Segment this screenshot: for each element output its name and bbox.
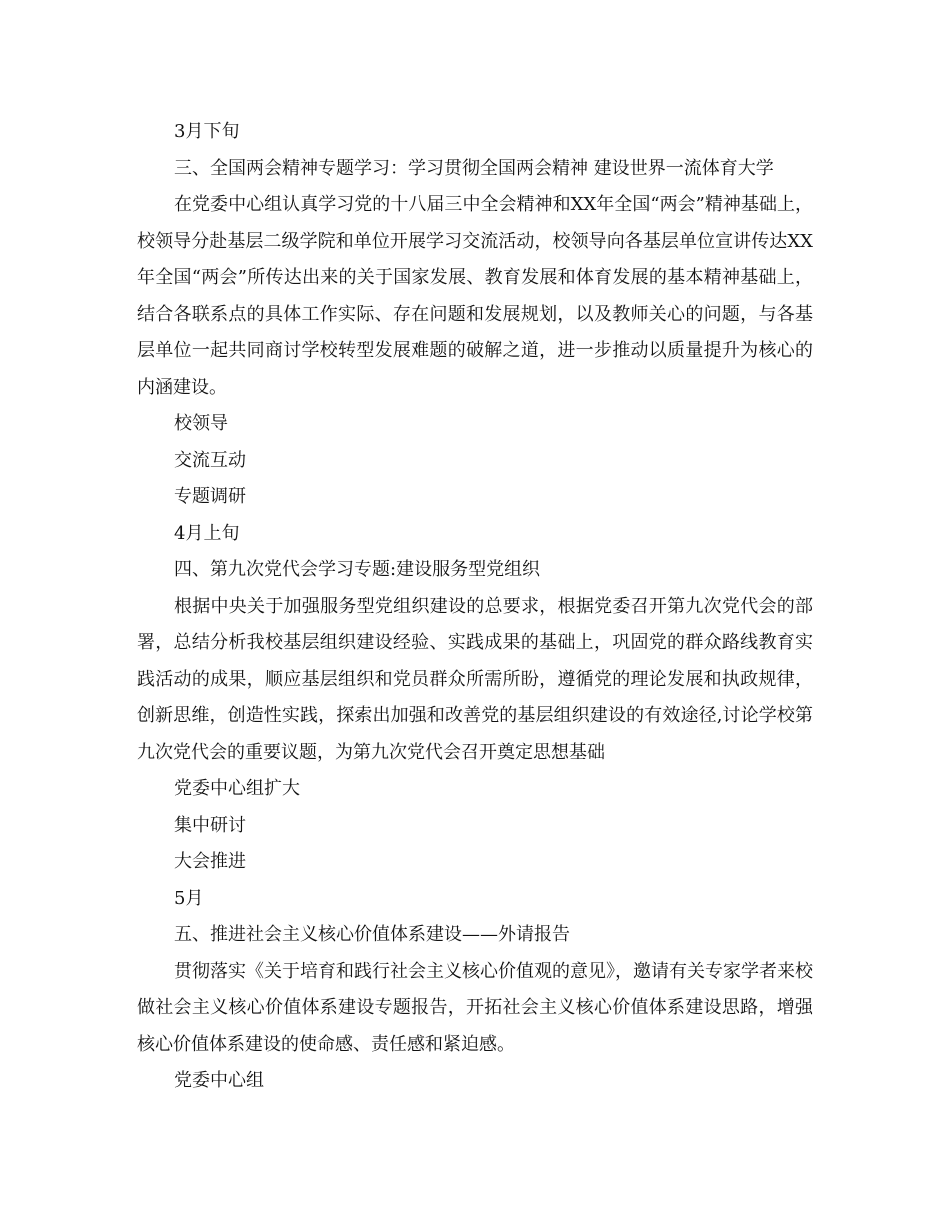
paragraph-section-four-body: 根据中央关于加强服务型党组织建设的总要求，根据党委召开第九次党代会的部署，总结分析我校基层组织建设经验、实践成果的基础上，巩固党的群众路线教育实践活动的成果，顺应基层组织和党员群众所需所盼，遵循党的理论发展和执政规律，创新思维，创造性实践，探索出加强和改善党的基层组织建设的有效途径,讨论学校第九次党代会的重要议题，为第九次党代会召开奠定思想基础: [137, 595, 813, 763]
paragraph-participants-school-leaders: 校领导: [174, 413, 228, 434]
heading-section-three: 三、全国两会精神专题学习：学习贯彻全国两会精神 建设世界一流体育大学: [174, 157, 774, 179]
paragraph-section-five-body: 贯彻落实《关于培育和践行社会主义核心价值观的意见》，邀请有关专家学者来校做社会主义核心价值体系建设专题报告，开拓社会主义核心价值体系建设思路，增强核心价值体系建设的使命感、责任感和紧迫感。: [137, 960, 813, 1055]
paragraph-form-discussion: 集中研讨: [174, 814, 246, 836]
paragraph-participants-expanded-group: 党委中心组扩大: [174, 778, 300, 799]
paragraph-date-april-early: 4月上旬: [174, 522, 240, 544]
paragraph-form-research: 专题调研: [174, 486, 246, 507]
paragraph-section-three-body: 在党委中心组认真学习党的十八届三中全会精神和XX年全国“两会”精神基础上，校领导分赴基层二级学院和单位开展学习交流活动，校领导向各基层单位宣讲传达XX年全国“两会”所传达出来的关于国家发展、教育发展和体育发展的基本精神基础上，结合各联系点的具体工作实际、存在问题和发展规划，以及教师关心的问题，与各基层单位一起共同商讨学校转型发展难题的破解之道，进一步推动以质量提升为核心的内涵建设。: [137, 194, 813, 398]
paragraph-form-exchange: 交流互动: [174, 449, 246, 471]
heading-section-five: 五、推进社会主义核心价值体系建设——外请报告: [174, 924, 570, 945]
paragraph-participants-central-group: 党委中心组: [174, 1070, 264, 1091]
paragraph-date-may: 5月: [174, 887, 204, 909]
heading-section-four: 四、第九次党代会学习专题:建设服务型党组织: [174, 559, 541, 580]
paragraph-date-march-late: 3月下旬: [174, 121, 240, 142]
paragraph-form-conference: 大会推进: [174, 851, 246, 872]
document-body: [137, 114, 813, 1100]
